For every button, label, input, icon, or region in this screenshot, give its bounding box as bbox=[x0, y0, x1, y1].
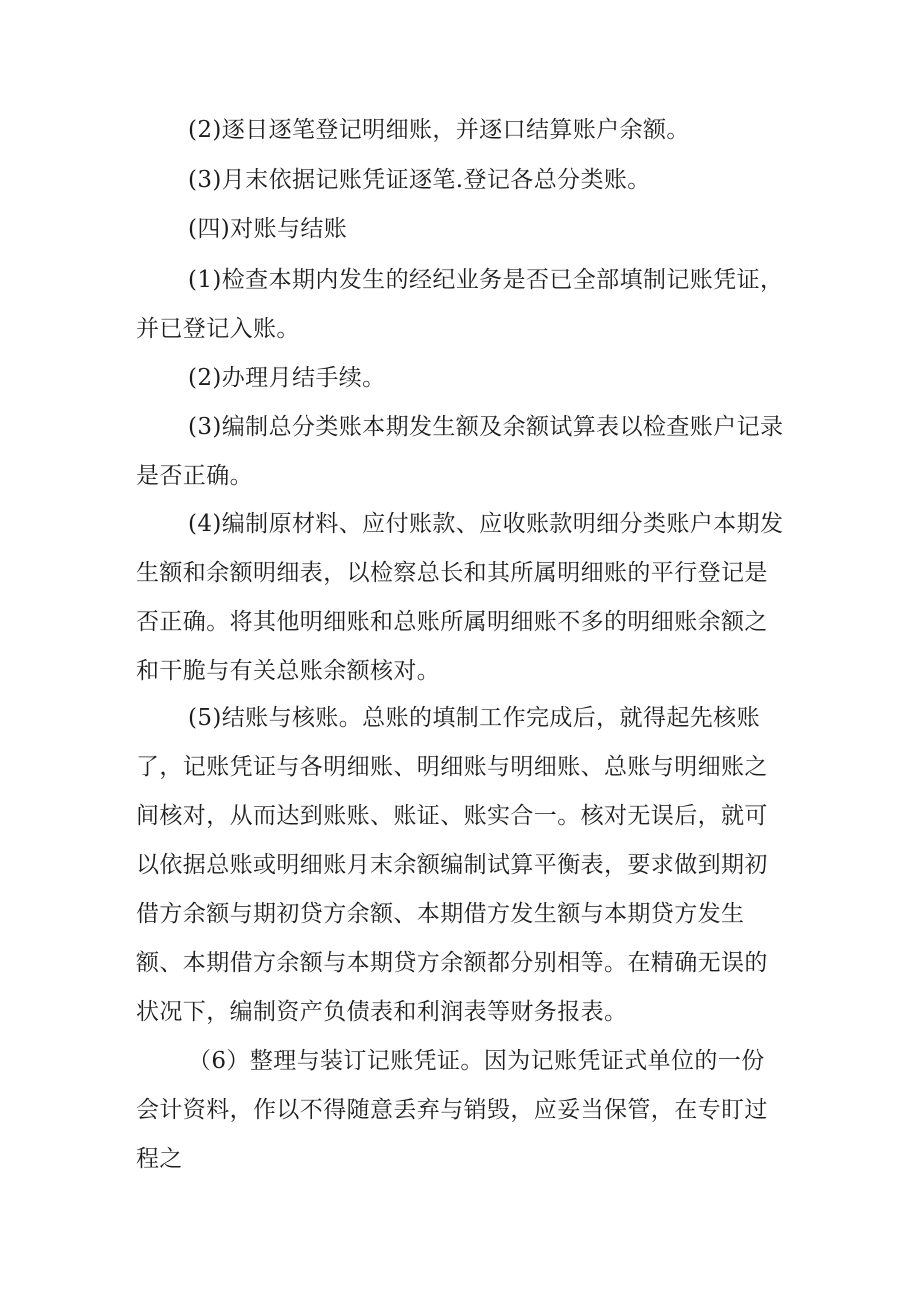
section-heading-reconciliation: (四)对账与结账 bbox=[188, 216, 348, 242]
paragraph-month-end-general-ledger: (3)月末依据记账凭证逐笔.登记各总分类账。 bbox=[188, 167, 651, 193]
paragraph-ledger-detail-daily: (2)逐日逐笔登记明细账，并逐口结算账户余额。 bbox=[188, 117, 690, 143]
paragraph-check-vouchers: (1)检查本期内发生的经纪业务是否已全部填制记账凭证，并已登记入账。 bbox=[136, 267, 784, 342]
paragraph-detail-schedules: (4)编制原材料、应付账款、应收账款明细分类账户本期发生额和余额明细表，以检察总长和其所属明细账的平行登记是否正确。将其他明细账和总账所属明细账不多的明细账余额之和干脆与有关总账余额核对。 bbox=[136, 511, 784, 684]
paragraph-binding-vouchers: （6）整理与装订记账凭证。因为记账凭证式单位的一份会计资料，作以不得随意丢弃与销毁，应妥当保管，在专盯过程之 bbox=[136, 1048, 768, 1172]
paragraph-month-closing: (2)办理月结手续。 bbox=[188, 365, 386, 391]
paragraph-closing-and-checking: (5)结账与核账。总账的填制工作完成后，就得起先核账了，记账凭证与各明细账、明细账与明细账、总账与明细账之间核对，从而达到账账、账证、账实合一。核对无误后，就可以依据总账或明细账月末余额编制试算平衡表，要求做到期初借方余额与期初贷方余额、本期借方发生额与本期贷方发生额、本期借方余额与本期贷方余额都分别相等。在精确无误的状况下，编制资产负债表和利润表等财务报表。 bbox=[136, 705, 768, 1025]
paragraph-trial-balance: (3)编制总分类账本期发生额及余额试算表以检查账户记录是否正确。 bbox=[136, 414, 784, 489]
